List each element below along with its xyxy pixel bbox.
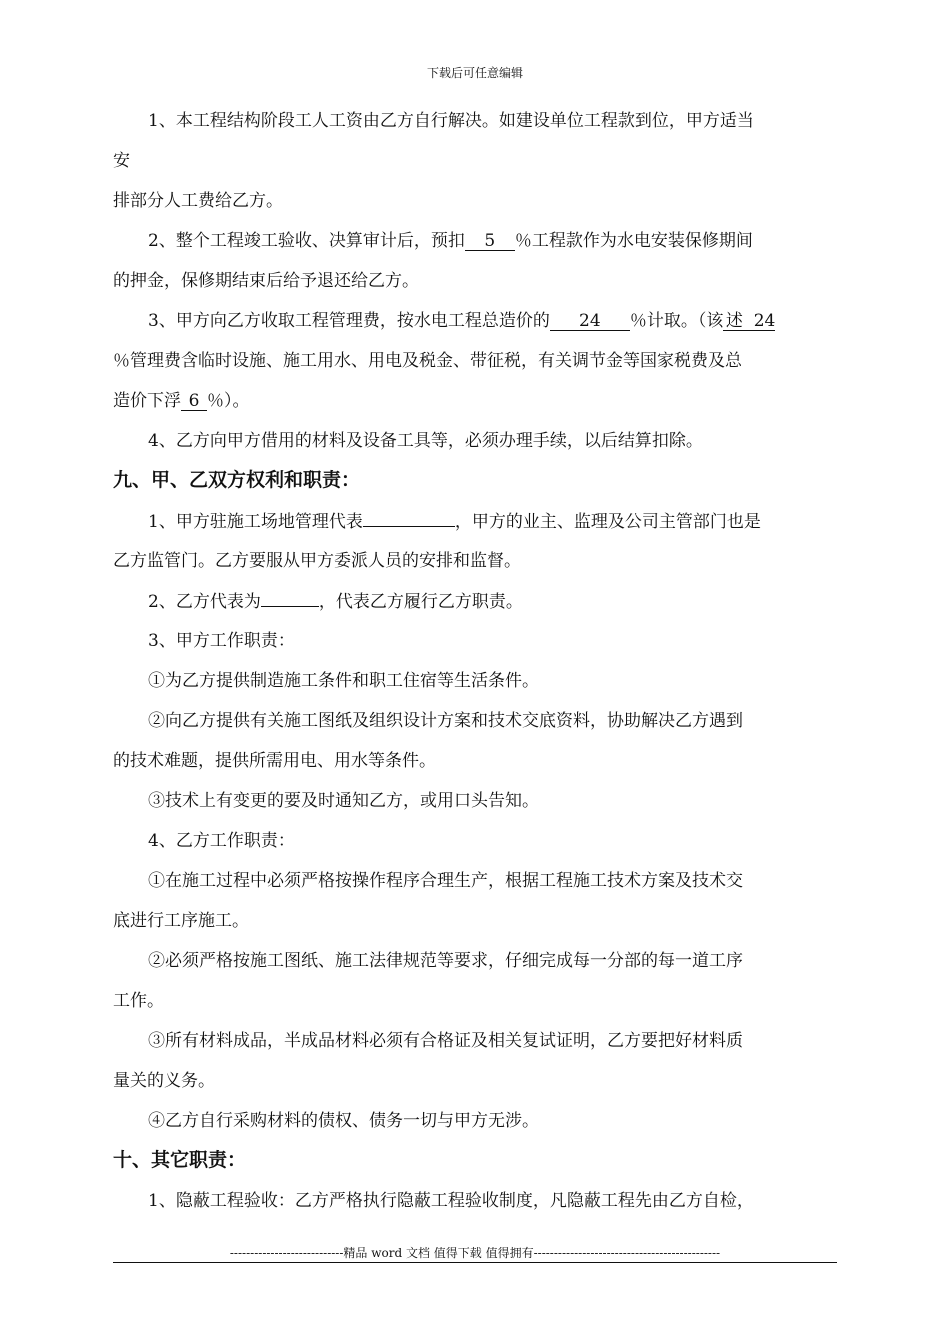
clause-8-3-text-a: 3、甲方向乙方收取工程管理费，按水电工程总造价的 <box>148 311 550 331</box>
clause-8-3-text-d: 造价下浮 <box>113 391 181 411</box>
clause-9-3-3: ③技术上有变更的要及时通知乙方，或用口头告知。 <box>148 791 539 811</box>
clause-9-4-2-line-2: 工作。 <box>113 991 164 1011</box>
retention-percent-field: 5 <box>465 232 515 251</box>
management-fee-percent-value-2: 24 <box>753 311 776 331</box>
clause-9-3: 3、甲方工作职责： <box>148 631 295 651</box>
clause-8-3-text-c: 述 <box>725 311 743 331</box>
clause-9-2 <box>148 590 523 613</box>
clause-9-4: 4、乙方工作职责： <box>148 831 295 851</box>
clause-9-2-text-b: ，代表乙方履行乙方职责。 <box>318 592 523 612</box>
clause-9-4-1-line-1: ①在施工过程中必须严格按操作程序合理生产，根据工程施工技术方案及技术交 <box>148 871 743 891</box>
site-representative-blank <box>363 510 455 527</box>
clause-9-4-2-line-1: ②必须严格按施工图纸、施工法律规范等要求，仔细完成每一分部的每一道工序 <box>148 951 743 971</box>
clause-8-1-line-2: 安 <box>113 151 130 171</box>
clause-8-3-text-b: ％计取。（该 <box>629 311 724 331</box>
clause-8-1-line-3: 排部分人工费给乙方。 <box>113 191 283 211</box>
clause-9-4-4: ④乙方自行采购材料的债权、债务一切与甲方无涉。 <box>148 1111 539 1131</box>
clause-9-4-1-line-2: 底进行工序施工。 <box>113 911 249 931</box>
clause-9-1-text-a: 1、甲方驻施工场地管理代表 <box>148 512 363 532</box>
footer-rule <box>113 1262 837 1263</box>
clause-8-4: 4、乙方向甲方借用的材料及设备工具等，必须办理手续，以后结算扣除。 <box>148 431 703 451</box>
clause-9-3-2-line-1: ②向乙方提供有关施工图纸及组织设计方案和技术交底资料，协助解决乙方遇到 <box>148 711 743 731</box>
clause-9-3-1: ①为乙方提供制造施工条件和职工住宿等生活条件。 <box>148 671 539 691</box>
section-9-heading: 九、甲、乙双方权利和职责： <box>113 469 361 491</box>
clause-9-3-2-line-2: 的技术难题，提供所需用电、用水等条件。 <box>113 751 436 771</box>
clause-9-1-line-1 <box>148 510 761 533</box>
clause-8-3-line-3 <box>113 390 250 412</box>
clause-9-4-3-line-1: ③所有材料成品，半成品材料必须有合格证及相关复试证明，乙方要把好材料质 <box>148 1031 743 1051</box>
clause-9-4-3-line-2: 量关的义务。 <box>113 1071 215 1091</box>
clause-8-2-text-a: 2、整个工程竣工验收、决算审计后，预扣 <box>148 231 465 251</box>
clause-8-3-line-2: ％管理费含临时设施、施工用水、用电及税金、带征税，有关调节金等国家税费及总 <box>113 351 742 371</box>
page-header: 下载后可任意编辑 <box>426 66 523 80</box>
page-footer: ----------------------------精品 word 文档 值得下载 值得拥有---------------------------------------------- <box>229 1246 721 1260</box>
clause-8-3-line-1 <box>148 310 775 332</box>
clause-9-2-text-a: 2、乙方代表为 <box>148 592 261 612</box>
party-b-representative-blank <box>261 590 319 607</box>
clause-9-1-line-2: 乙方监管门。乙方要服从甲方委派人员的安排和监督。 <box>113 551 521 571</box>
clause-10-1: 1、隐蔽工程验收：乙方严格执行隐蔽工程验收制度，凡隐蔽工程先由乙方自检， <box>148 1191 754 1211</box>
clause-8-2-line-2: 的押金，保修期结束后给予退还给乙方。 <box>113 271 419 291</box>
clause-8-2-line-1 <box>148 230 753 252</box>
clause-8-2-text-b: ％工程款作为水电安装保修期间 <box>514 231 753 251</box>
section-10-heading: 十、其它职责： <box>113 1149 247 1171</box>
clause-8-1-line-1: 1、本工程结构阶段工人工资由乙方自行解决。如建设单位工程款到位，甲方适当 <box>148 111 754 131</box>
price-float-percent-field: 6 <box>181 392 207 411</box>
clause-9-1-text-b: ，甲方的业主、监理及公司主管部门也是 <box>454 512 761 532</box>
management-fee-percent-field-2 <box>723 312 775 331</box>
clause-8-3-text-e: ％）。 <box>207 391 250 411</box>
management-fee-percent-field: 24 <box>550 312 630 331</box>
